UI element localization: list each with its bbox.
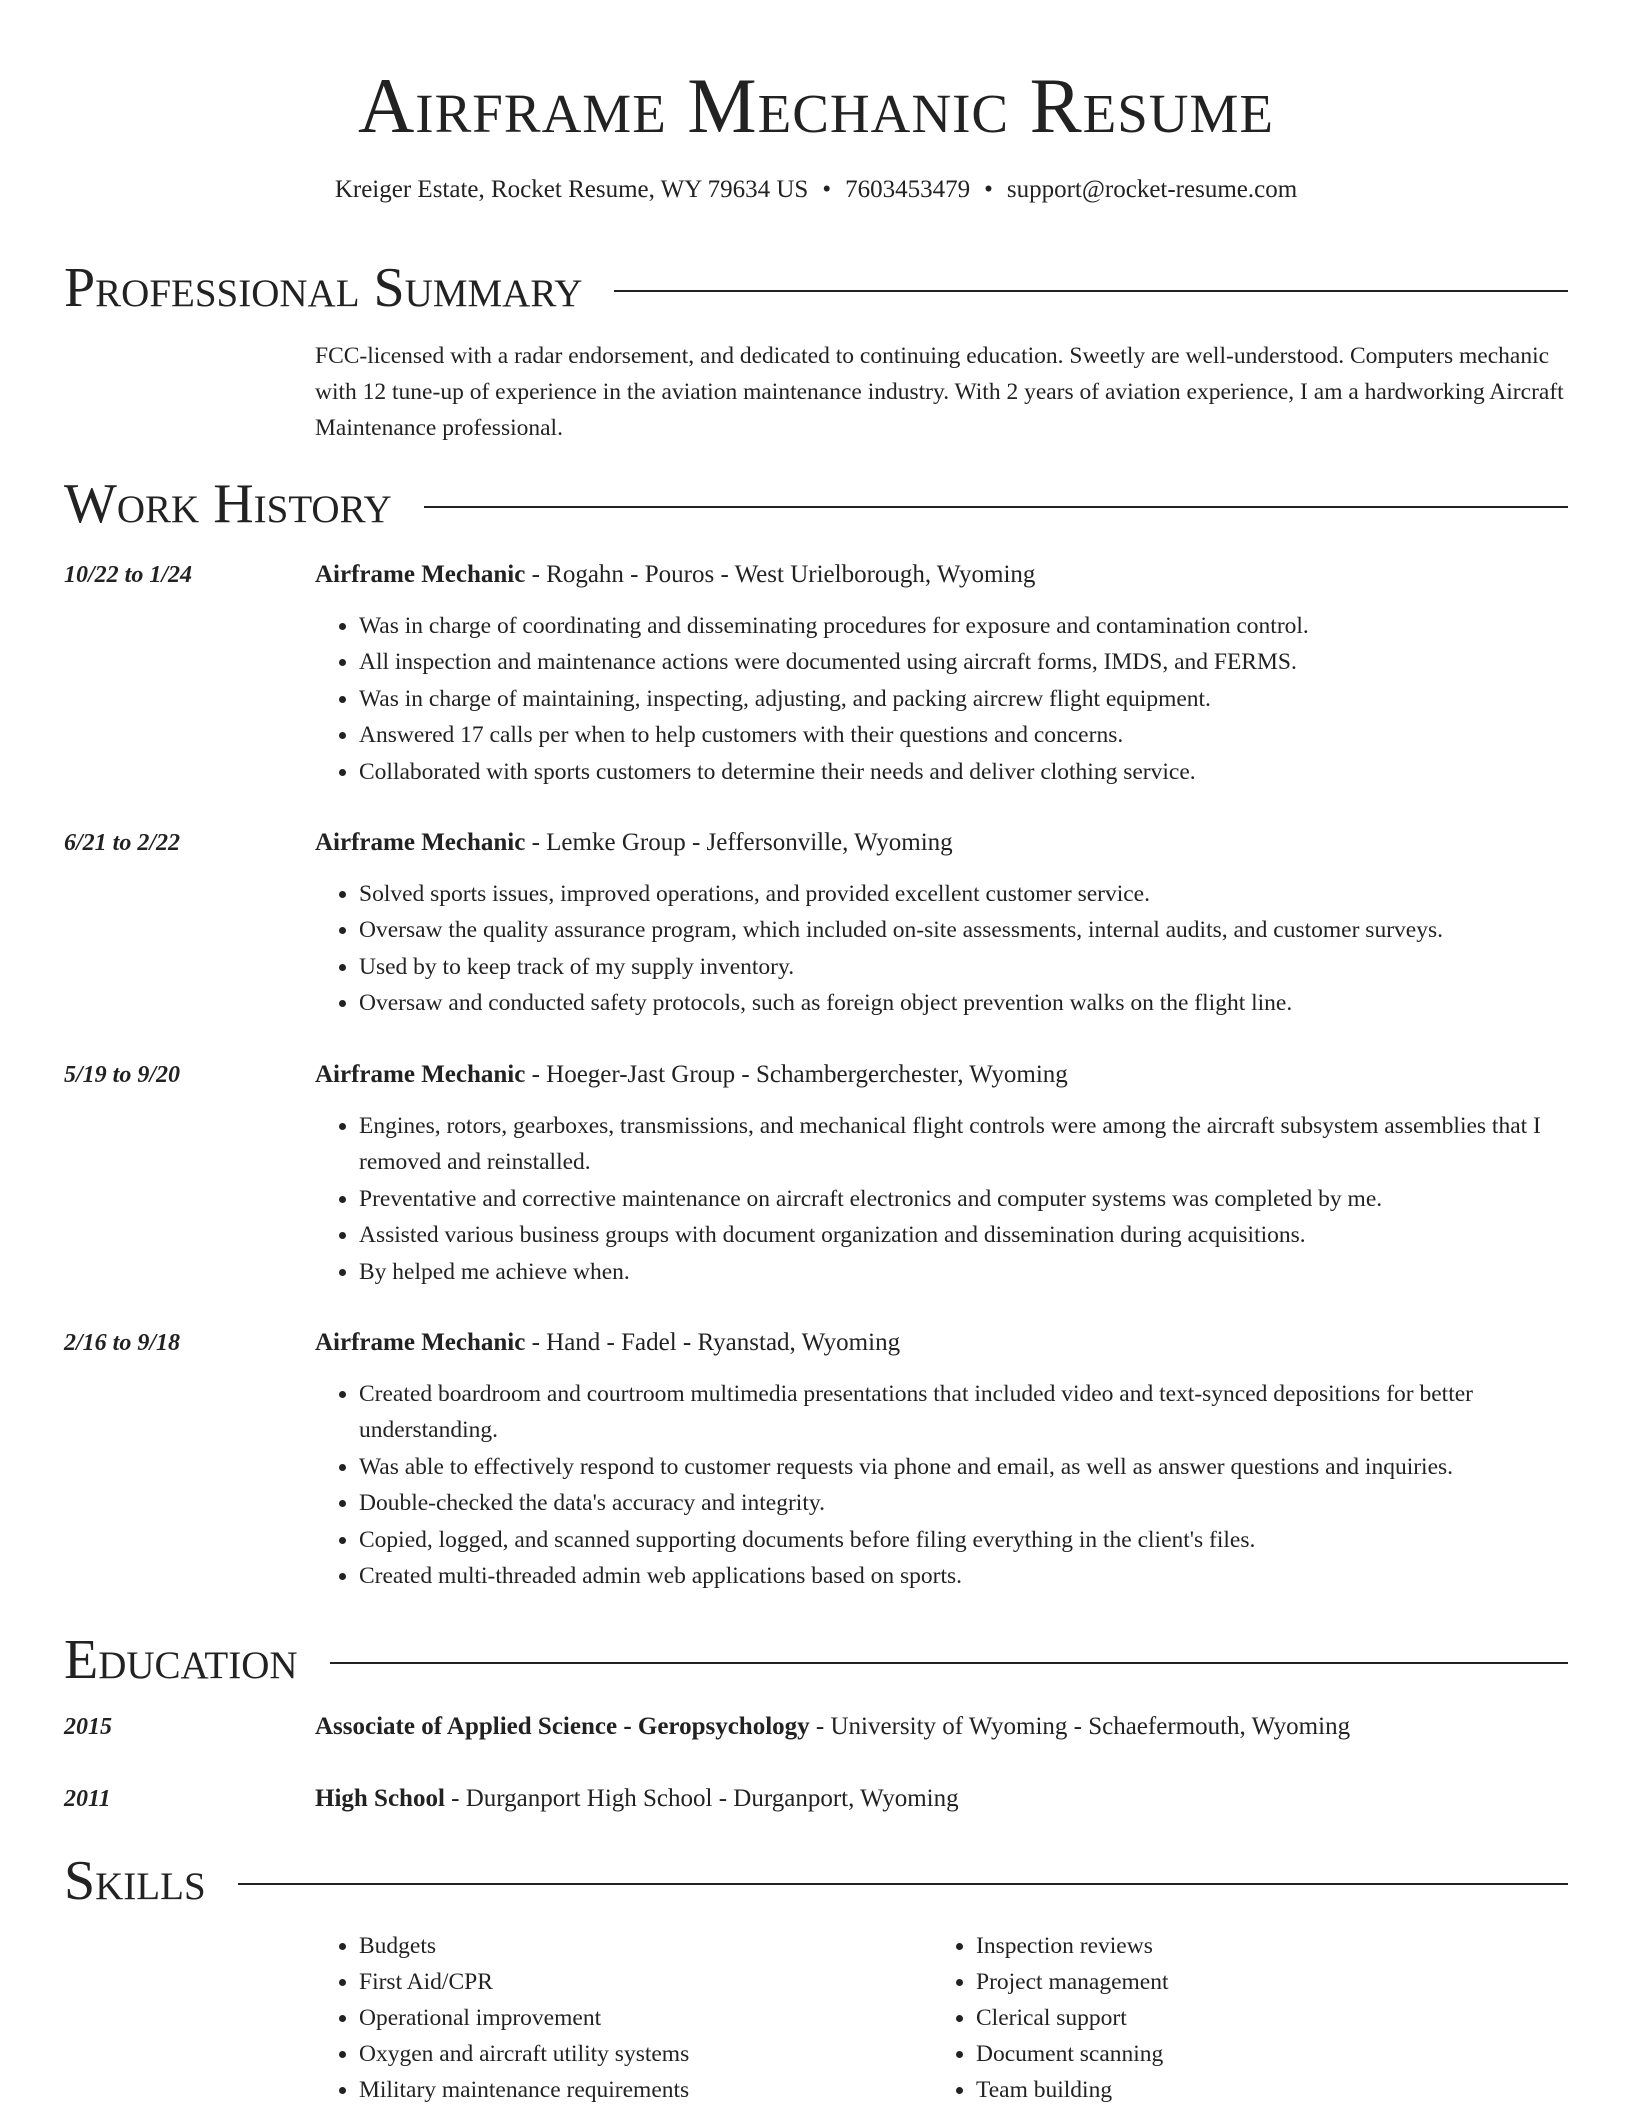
job-heading xyxy=(315,825,1568,861)
resume-title: Airframe Mechanic Resume xyxy=(357,62,1275,149)
contact-phone: 7603453479 xyxy=(845,176,971,203)
job-bullet: • Double-checked the data's accuracy and integrity. xyxy=(359,1485,1612,1521)
job-bullets xyxy=(315,608,1612,790)
job-dates: 10/22 to 1/24 xyxy=(64,562,193,588)
section-title-summary: Professional Summary xyxy=(64,257,583,319)
summary-text: FCC-licensed with a radar endorsement, and dedicated to continuing education. Sweetly are well-understood. Computers mechanic with 12 tune-up of experience in the aviation maintenance industry. With 2 years of aviation experience, I am a hardworking Aircraft Maintenance professional. xyxy=(315,343,1564,441)
education-year: 2015 xyxy=(64,1714,112,1740)
section-divider xyxy=(330,1662,1568,1664)
education-heading xyxy=(315,1781,1568,1817)
contact-email: support@rocket-resume.com xyxy=(1006,176,1298,203)
skill-item: • Project management xyxy=(976,1964,1576,2000)
education-details: - University of Wyoming - Schaefermouth, Wyoming xyxy=(809,1713,1351,1740)
job-bullets xyxy=(315,876,1612,1022)
job-dates: 5/19 to 9/20 xyxy=(64,1062,181,1088)
job-bullet: • Was able to effectively respond to customer requests via phone and email, as well as answer questions and inquiries. xyxy=(359,1449,1612,1485)
skill-item: • Military maintenance requirements xyxy=(359,2072,919,2108)
section-title-work: Work History xyxy=(64,473,392,535)
skills-section-header xyxy=(64,1846,1568,1916)
job-bullet: • Answered 17 calls per when to help customers with their questions and concerns. xyxy=(359,717,1612,753)
skill-item: • First Aid/CPR xyxy=(359,1964,919,2000)
job-bullet: • Preventative and corrective maintenance on aircraft electronics and computer systems was completed by me. xyxy=(359,1181,1612,1217)
job-bullet: • Collaborated with sports customers to determine their needs and deliver clothing service. xyxy=(359,754,1612,790)
contact-address: Kreiger Estate, Rocket Resume, WY 79634 US xyxy=(334,176,809,203)
job-bullet: • Was in charge of maintaining, inspecting, adjusting, and packing aircrew flight equipment. xyxy=(359,681,1612,717)
contact-line xyxy=(0,172,1632,208)
section-divider xyxy=(238,1883,1568,1885)
job-heading xyxy=(315,1325,1568,1361)
education-year: 2011 xyxy=(64,1786,111,1812)
job-bullet: • Solved sports issues, improved operations, and provided excellent customer service. xyxy=(359,876,1612,912)
contact-separator: • xyxy=(984,176,993,203)
skill-item: • Inspection reviews xyxy=(976,1928,1576,1964)
job-bullet: • Was in charge of coordinating and disseminating procedures for exposure and contamination control. xyxy=(359,608,1612,644)
section-divider xyxy=(424,506,1568,508)
job-bullet: • Oversaw and conducted safety protocols, such as foreign object prevention walks on the flight line. xyxy=(359,985,1612,1021)
job-bullet: • By helped me achieve when. xyxy=(359,1254,1612,1290)
job-title: Airframe Mechanic xyxy=(315,829,526,856)
job-details: - Hoeger-Jast Group - Schambergerchester, Wyoming xyxy=(525,1061,1068,1088)
skill-item: • Budgets xyxy=(359,1928,919,1964)
contact-separator: • xyxy=(822,176,832,203)
skill-item: • Oxygen and aircraft utility systems xyxy=(359,2036,919,2072)
job-dates: 2/16 to 9/18 xyxy=(64,1330,181,1356)
education-section-header xyxy=(64,1625,1568,1695)
skill-item: • Clerical support xyxy=(976,2000,1576,2036)
education-degree: Associate of Applied Science - Geropsychology xyxy=(315,1713,810,1740)
job-bullet: • Engines, rotors, gearboxes, transmissions, and mechanical flight controls were among the aircraft subsystem assemblies that I removed and reinstalled. xyxy=(359,1108,1612,1181)
skills-list-left xyxy=(315,1928,919,2108)
job-heading xyxy=(315,557,1568,593)
job-details: - Hand - Fadel - Ryanstad, Wyoming xyxy=(525,1329,901,1356)
job-title: Airframe Mechanic xyxy=(315,1329,526,1356)
job-details: - Rogahn - Pouros - West Urielborough, Wyoming xyxy=(525,561,1036,588)
education-details: - Durganport High School - Durganport, Wyoming xyxy=(444,1785,959,1812)
skills-list-right xyxy=(932,1928,1576,2108)
skill-item: • Operational improvement xyxy=(359,2000,919,2036)
job-bullet: • Copied, logged, and scanned supporting documents before filing everything in the client's files. xyxy=(359,1522,1612,1558)
section-divider xyxy=(614,290,1568,292)
job-dates: 6/21 to 2/22 xyxy=(64,830,181,856)
education-degree: High School xyxy=(315,1785,445,1812)
job-heading xyxy=(315,1057,1568,1093)
job-bullets xyxy=(315,1108,1612,1290)
job-bullet: • All inspection and maintenance actions were documented using aircraft forms, IMDS, and FERMS. xyxy=(359,644,1612,680)
job-bullet: • Assisted various business groups with document organization and dissemination during acquisitions. xyxy=(359,1217,1612,1253)
summary-section-header xyxy=(64,253,1568,323)
job-title: Airframe Mechanic xyxy=(315,1061,526,1088)
job-bullets xyxy=(315,1376,1612,1594)
skill-item: • Team building xyxy=(976,2072,1576,2108)
job-details: - Lemke Group - Jeffersonville, Wyoming xyxy=(525,829,953,856)
section-title-education: Education xyxy=(64,1629,298,1691)
section-title-skills: Skills xyxy=(64,1850,206,1912)
job-bullet: • Created boardroom and courtroom multimedia presentations that included video and text-synced depositions for better understanding. xyxy=(359,1376,1612,1449)
job-bullet: • Used by to keep track of my supply inventory. xyxy=(359,949,1612,985)
job-title: Airframe Mechanic xyxy=(315,561,526,588)
job-bullet: • Created multi-threaded admin web applications based on sports. xyxy=(359,1558,1612,1594)
job-bullet: • Oversaw the quality assurance program, which included on-site assessments, internal audits, and customer surveys. xyxy=(359,912,1612,948)
skill-item: • Document scanning xyxy=(976,2036,1576,2072)
work-section-header xyxy=(64,469,1568,539)
education-heading xyxy=(315,1709,1568,1745)
